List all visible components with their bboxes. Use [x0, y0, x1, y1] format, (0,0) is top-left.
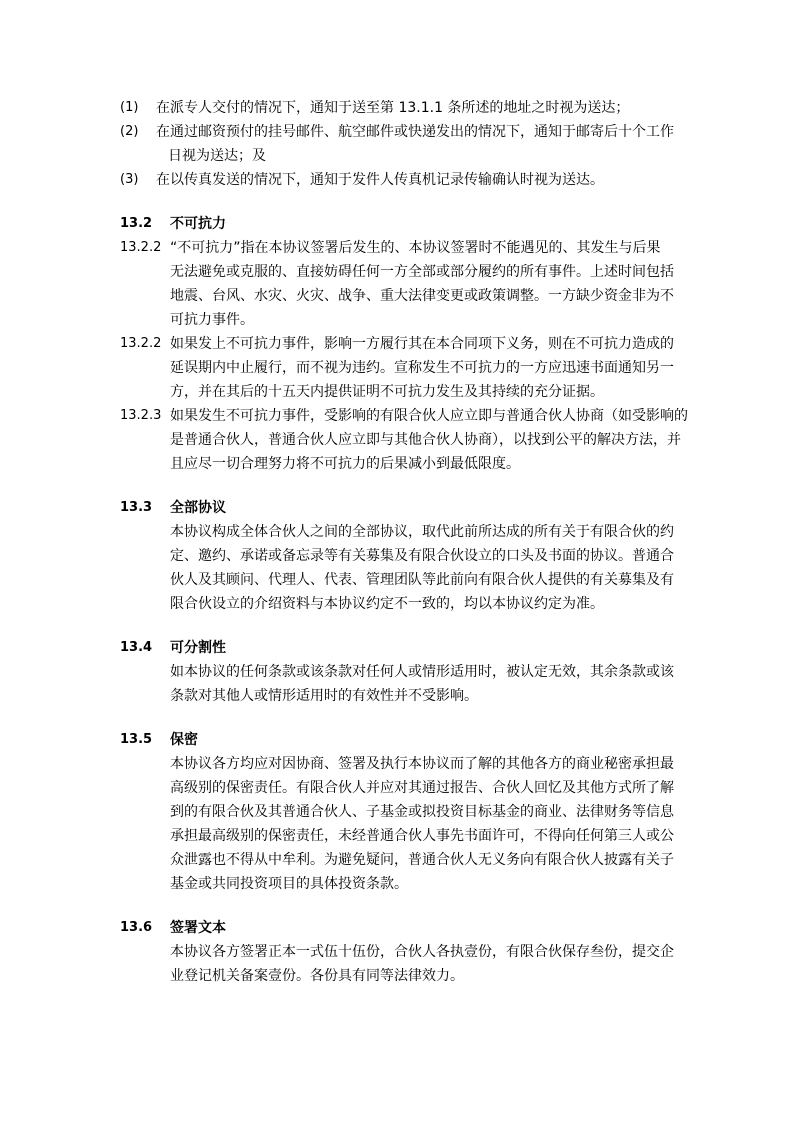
paragraph-line: 承担最高级别的保密责任，未经普通合伙人事先书面许可，不得向任何第三人或公	[170, 828, 674, 844]
paragraph-line: 延误期内中止履行，而不视为违约。宣称发生不可抗力的一方应迅速书面通知另一	[170, 360, 674, 376]
paragraph-line: 业登记机关备案壹份。各份具有同等法律效力。	[170, 968, 464, 984]
paragraph-line: 到的有限合伙及其普通合伙人、子基金或拟投资目标基金的商业、法律财务等信息	[170, 804, 674, 820]
paragraph-line: 本协议各方均应对因协商、签署及执行本协议而了解的其他各方的商业秘密承担最	[170, 756, 674, 772]
paragraph-line: 方，并在其后的十五天内提供证明不可抗力发生及其持续的充分证据。	[170, 384, 604, 400]
section-number: 13.2	[120, 216, 153, 231]
paragraph-line: 伙人及其顾问、代理人、代表、管理团队等此前向有限合伙人提供的有关募集及有	[170, 572, 674, 588]
list-text: 在派专人交付的情况下，通知于送至第 13.1.1 条所述的地址之时视为送达；	[156, 100, 630, 116]
subsection	[0, 404, 794, 476]
list-text: 在通过邮资预付的挂号邮件、航空邮件或快递发出的情况下，通知于邮寄后十个工作	[156, 124, 674, 140]
section-13-6	[0, 916, 794, 988]
list-item-3	[0, 168, 794, 192]
paragraph-line: 且应尽一切合理努力将不可抗力的后果减小到最低限度。	[170, 456, 520, 472]
paragraph-line: 高级别的保密责任。有限合伙人并应对其通过报告、合伙人回忆及其他方式所了解	[170, 780, 674, 796]
list-item-1	[0, 96, 794, 120]
section-13-4	[0, 636, 794, 708]
section-title: 签署文本	[170, 920, 226, 936]
list-number: (2)	[120, 124, 139, 139]
list-text: 日视为送达；及	[168, 148, 266, 164]
paragraph-line: 本协议各方签署正本一式伍十伍份，合伙人各执壹份，有限合伙保存叁份，提交企	[170, 944, 674, 960]
subsection-number: 13.2.2	[120, 336, 162, 351]
paragraph-line: 基金或共同投资项目的具体投资条款。	[170, 876, 408, 892]
list-number: (3)	[120, 172, 139, 187]
subsection-number: 13.2.3	[120, 408, 162, 423]
section-13-3	[0, 496, 794, 616]
paragraph-line: 本协议构成全体合伙人之间的全部协议，取代此前所达成的所有关于有限合伙的约	[170, 524, 674, 540]
list-item-2	[0, 120, 794, 168]
subsection	[0, 236, 794, 332]
section-number: 13.3	[120, 500, 153, 515]
section-title: 可分割性	[170, 640, 226, 656]
paragraph-line: 定、邀约、承诺或备忘录等有关募集及有限合伙设立的口头及书面的协议。普通合	[170, 548, 674, 564]
paragraph-line: 众泄露也不得从中牟利。为避免疑问，普通合伙人无义务向有限合伙人披露有关子	[170, 852, 674, 868]
paragraph-line: 可抗力事件。	[170, 312, 254, 328]
list-text: 在以传真发送的情况下，通知于发件人传真机记录传输确认时视为送达。	[156, 172, 604, 188]
subsection-number: 13.2.2	[120, 240, 162, 255]
paragraph-line: 如果发上不可抗力事件，影响一方履行其在本合同项下义务，则在不可抗力造成的	[170, 336, 674, 352]
section-title: 不可抗力	[170, 216, 226, 232]
subsection	[0, 332, 794, 404]
section-13-2	[0, 212, 794, 476]
section-13-5	[0, 728, 794, 896]
list-number: (1)	[120, 100, 139, 115]
section-title: 保密	[170, 732, 198, 748]
section-number: 13.6	[120, 920, 153, 935]
paragraph-line: “不可抗力”指在本协议签署后发生的、本协议签署时不能遇见的、其发生与后果	[170, 240, 661, 256]
paragraph-line: 如本协议的任何条款或该条款对任何人或情形适用时，被认定无效，其余条款或该	[170, 664, 674, 680]
section-number: 13.4	[120, 640, 153, 655]
section-number: 13.5	[120, 732, 153, 747]
paragraph-line: 限合伙设立的介绍资料与本协议约定不一致的，均以本协议约定为准。	[170, 596, 604, 612]
paragraph-line: 条款对其他人或情形适用时的有效性并不受影响。	[170, 688, 478, 704]
section-title: 全部协议	[170, 500, 226, 516]
paragraph-line: 如果发生不可抗力事件，受影响的有限合伙人应立即与普通合伙人协商（如受影响的	[170, 408, 688, 424]
paragraph-line: 地震、台风、水灾、火灾、战争、重大法律变更或政策调整。一方缺少资金非为不	[170, 288, 674, 304]
paragraph-line: 是普通合伙人，普通合伙人应立即与其他合伙人协商），以找到公平的解决方法，并	[170, 432, 681, 448]
paragraph-line: 无法避免或克服的、直接妨碍任何一方全部或部分履约的所有事件。上述时间包括	[170, 264, 674, 280]
